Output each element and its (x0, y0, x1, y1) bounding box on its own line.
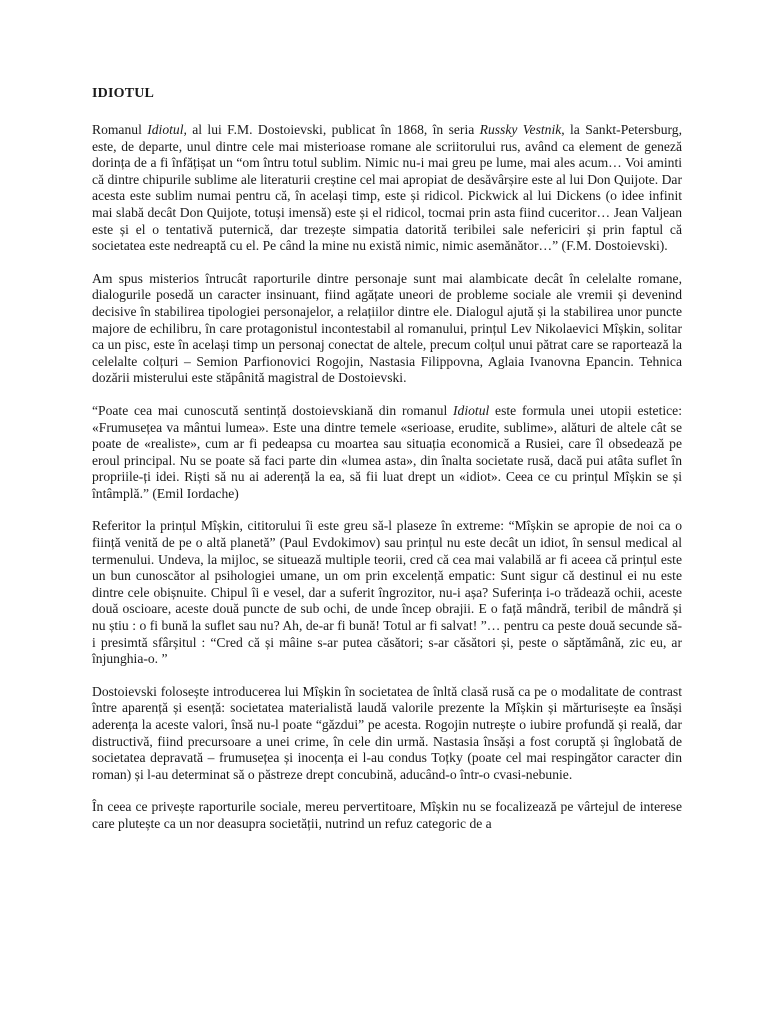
text-run: “Poate cea mai cunoscută sentință dostoievskiană din romanul (92, 402, 454, 418)
text-run: Dostoievski folosește introducerea lui Mîșkin în societatea de înltă clasă rusă ca pe o modalitate de contrast între aparență și esență: societatea materialistă laudă valorile prezente la Mîșkin și mărturisește ea însăși aderența la aceste valori, însă nu-l poate “găzdui” pe acesta. Rogojin nutrește o iubire profundă și reală, dar distructivă, fiind precursoare a unei crime, în cele din urmă. Nastasia însăși a fost coruptă și înglobată de societatea depravată – frumusețea și inocența ei l-au condus Toțky (poate cel mai respingător caracter din roman) și l-au determinat să o păstreze drept concubină, aducând-o într-o cvasi-nebunie. (92, 683, 682, 782)
text-run: , la Sankt-Petersburg, este, de departe, unul dintre cele mai misterioase romane ale scriitorului rus, având ca element de geneză dorința de a fi înfățișat un “om întru totul sublim. Nimic nu-i mai greu pe lume, mai ales acum… Voi aminti că dintre chipurile sublime ale literaturii creștine cel mai apropiat de desăvârșire este al lui Don Quijote. Dar acesta este sublim numai pentru că, în același timp, este și ridicol. Pickwick al lui Dickens (o idee infinit mai slabă decât Don Quijote, totuși imensă) este și el ridicol, tocmai prin asta fiind cuceritor… Jean Valjean este și el o tentativă puternică, dar trezește simpatia datorită teribilei sale nefericiri și prin faptul că societatea este nedreaptă cu el. Pe când la mine nu există nimic, nimic asemănător…” (F.M. Dostoievski). (92, 122, 682, 254)
italic-text: Idiotul (453, 402, 490, 418)
text-run: al lui F.M. Dostoievski, publicat în 1868, în seria (186, 122, 480, 137)
paragraph (92, 122, 682, 255)
document-title: IDIOTUL (92, 86, 155, 101)
paragraph (92, 518, 682, 667)
paragraph (92, 684, 682, 784)
paragraph (92, 403, 682, 503)
text-run: Referitor la prințul Mîșkin, cititorului îi este greu să-l plaseze în extreme: “Mîșkin se apropie de noi ca o ființă venită de pe o altă planetă” (Paul Evdokimov) sau prințul nu este decât un idiot, în sensul medical al termenului. Undeva, la mijloc, se situează multiple teorii, cred că cea mai valabilă ar fi aceea că prințul este un bun cunoscător al psihologiei umane, un om prin excelență empatic: Sunt sigur că destinul ei nu este dintre cele obișnuite. Chipul îi e vesel, dar a suferit îngrozitor, nu-i așa? Suferința i-o trădează ochii, aceste două oscioare, aceste două puncte de sub ochi, de unde încep obrajii. E o față mândră, teribil de mândră și nu știu : o fi bună la suflet sau nu? Ah, de-ar fi bună! Totul ar fi salvat! ”… pentru ca peste două secunde să-i presimtă sfârșitul : “Cred că și mâine s-ar putea căsători; s-ar căsători și, peste o săptămână, zic eu, ar înjunghia-o. ” (92, 518, 682, 667)
italic-text: Idiotul, (147, 122, 187, 137)
text-run: Romanul (92, 122, 148, 137)
text-run: Am spus misterios întrucât raporturile dintre personaje sunt mai alambicate decât în celelalte romane, dialogurile posedă un caracter insinuant, fiind agățate uneori de probleme sociale ale vremii și devenind decisive în stabilirea tipologiei personajelor, a relațiilor dintre ele. Dialogul ajută și la stabilirea unor puncte majore de echilibru, în care protagonistul incontestabil al romanului, prințul Lev Nikolaevici Mîșkin, solitar ca un pisc, este în același timp un personaj conectat de altele, precum colțul unui pătrat care se raportează la celelalte colțuri – Semion Parfionovici Rogojin, Nastasia Filippovna, Aglaia Ivanovna Epancin. Tehnica dozării misterului este stăpânită magistral de Dostoievski. (92, 270, 682, 386)
paragraph (92, 799, 682, 832)
paragraph (92, 271, 682, 387)
italic-text: Russky Vestnik (479, 122, 562, 137)
text-run: este formula unei utopii estetice: «Frumusețea va mântui lumea». Este una dintre temele «serioase, erudite, sublime», alături de altele cât se poate de «realiste», cum ar fi pedeapsa cu moartea sau situația economică a Rusiei, care îl obsedează pe eroul principal. Nu se poate să faci parte din «lumea asta», din înalta societate rusă, dacă pui atâta suflet în propriile-ți idei. Riști să nu ai aderență la ea, să fii luat drept un «idiot». Ceea ce cu prințul Mîșkin se și întâmplă.” (Emil Iordache) (92, 402, 682, 501)
document-body (92, 122, 682, 833)
text-run: În ceea ce privește raporturile sociale, mereu pervertitoare, Mîșkin nu se focalizează pe vârtejul de interese care plutește ca un nor deasupra societății, nutrind un refuz categoric de a (92, 799, 682, 831)
